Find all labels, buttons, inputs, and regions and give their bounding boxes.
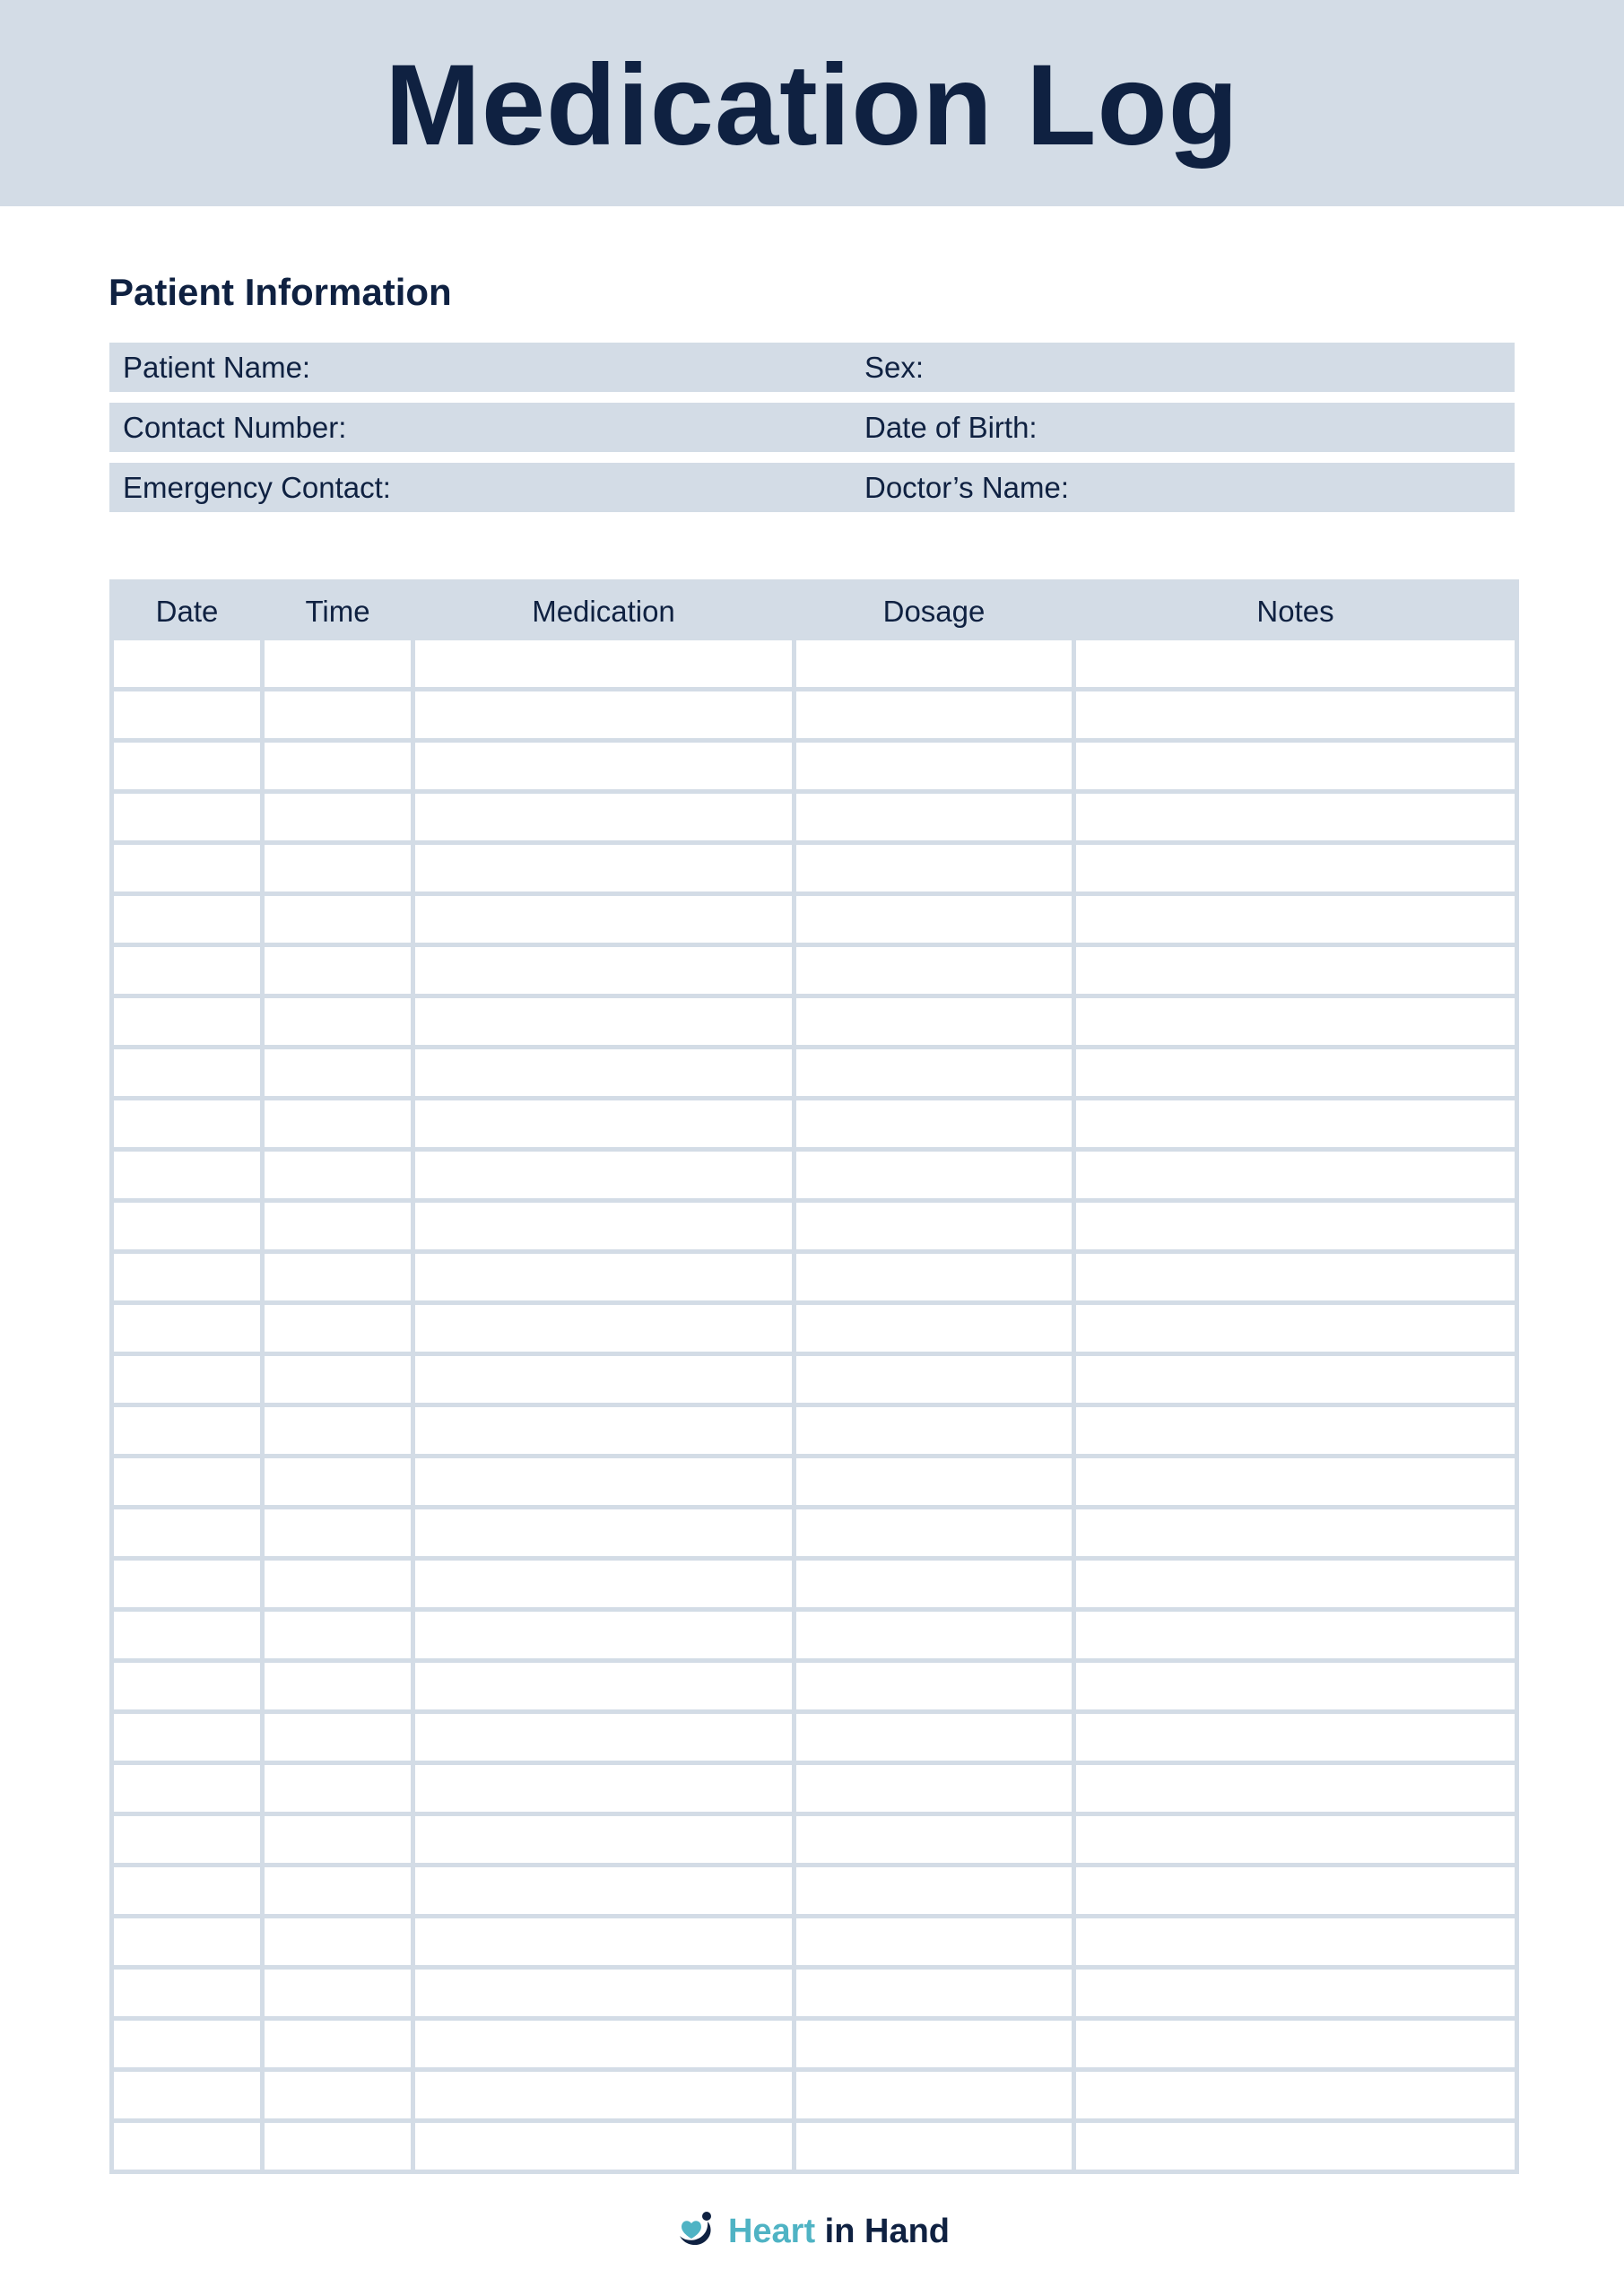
log-cell-dosage[interactable] (795, 1099, 1074, 1150)
table-row (112, 1814, 1517, 1866)
table-row (112, 1405, 1517, 1457)
log-cell-notes[interactable] (1074, 741, 1517, 792)
log-cell-dosage[interactable] (795, 1048, 1074, 1099)
log-cell-date[interactable] (112, 1610, 263, 1661)
log-cell-dosage[interactable] (795, 1252, 1074, 1303)
log-cell-date[interactable] (112, 2019, 263, 2070)
log-cell-notes[interactable] (1074, 639, 1517, 690)
log-cell-time[interactable] (263, 2121, 413, 2172)
log-cell-date[interactable] (112, 1048, 263, 1099)
log-cell-notes[interactable] (1074, 1150, 1517, 1201)
log-cell-medication[interactable] (413, 1814, 795, 1866)
log-cell-medication[interactable] (413, 639, 795, 690)
table-row (112, 843, 1517, 894)
log-cell-date[interactable] (112, 741, 263, 792)
log-cell-dosage[interactable] (795, 1814, 1074, 1866)
log-cell-date[interactable] (112, 1354, 263, 1405)
heart-hand-icon (674, 2209, 716, 2255)
log-cell-time[interactable] (263, 1661, 413, 1712)
log-cell-time[interactable] (263, 1968, 413, 2019)
log-cell-notes[interactable] (1074, 1661, 1517, 1712)
table-row (112, 996, 1517, 1048)
log-cell-dosage[interactable] (795, 1303, 1074, 1354)
log-cell-time[interactable] (263, 1457, 413, 1508)
log-cell-date[interactable] (112, 792, 263, 843)
log-cell-medication[interactable] (413, 894, 795, 945)
log-cell-time[interactable] (263, 741, 413, 792)
log-cell-medication[interactable] (413, 945, 795, 996)
table-row (112, 1252, 1517, 1303)
log-cell-medication[interactable] (413, 741, 795, 792)
log-cell-medication[interactable] (413, 843, 795, 894)
log-cell-dosage[interactable] (795, 690, 1074, 741)
log-cell-dosage[interactable] (795, 1968, 1074, 2019)
log-cell-dosage[interactable] (795, 2019, 1074, 2070)
table-row (112, 1150, 1517, 1201)
log-cell-date[interactable] (112, 1303, 263, 1354)
log-cell-dosage[interactable] (795, 1610, 1074, 1661)
log-cell-dosage[interactable] (795, 1457, 1074, 1508)
log-cell-notes[interactable] (1074, 843, 1517, 894)
log-cell-date[interactable] (112, 1712, 263, 1763)
log-cell-dosage[interactable] (795, 1763, 1074, 1814)
table-row (112, 894, 1517, 945)
table-row (112, 690, 1517, 741)
log-cell-dosage[interactable] (795, 1201, 1074, 1252)
log-cell-medication[interactable] (413, 996, 795, 1048)
table-row (112, 2019, 1517, 2070)
log-cell-time[interactable] (263, 1099, 413, 1150)
column-header-time: Time (263, 582, 413, 639)
log-cell-time[interactable] (263, 639, 413, 690)
log-cell-time[interactable] (263, 1508, 413, 1559)
table-row (112, 2070, 1517, 2121)
log-cell-medication[interactable] (413, 1048, 795, 1099)
patient-name-label: Patient Name: (123, 351, 311, 384)
log-cell-medication[interactable] (413, 1968, 795, 2019)
log-cell-date[interactable] (112, 1252, 263, 1303)
log-cell-medication[interactable] (413, 1354, 795, 1405)
table-row (112, 1303, 1517, 1354)
log-cell-dosage[interactable] (795, 792, 1074, 843)
patient-info-row (109, 403, 1515, 452)
table-body (112, 639, 1517, 2172)
table-row (112, 1712, 1517, 1763)
log-cell-date[interactable] (112, 2121, 263, 2172)
log-cell-dosage[interactable] (795, 1559, 1074, 1610)
log-cell-date[interactable] (112, 1917, 263, 1968)
sex-label: Sex: (864, 351, 925, 384)
log-cell-medication[interactable] (413, 1150, 795, 1201)
log-cell-dosage[interactable] (795, 996, 1074, 1048)
log-cell-medication[interactable] (413, 792, 795, 843)
log-cell-notes[interactable] (1074, 1405, 1517, 1457)
log-cell-dosage[interactable] (795, 639, 1074, 690)
log-cell-dosage[interactable] (795, 1866, 1074, 1917)
emergency-contact-label: Emergency Contact: (123, 471, 391, 504)
log-cell-dosage[interactable] (795, 1661, 1074, 1712)
log-cell-dosage[interactable] (795, 894, 1074, 945)
table-row (112, 1354, 1517, 1405)
log-cell-time[interactable] (263, 1814, 413, 1866)
log-cell-date[interactable] (112, 1457, 263, 1508)
log-cell-notes[interactable] (1074, 1201, 1517, 1252)
table-row (112, 1661, 1517, 1712)
log-cell-dosage[interactable] (795, 741, 1074, 792)
table-row (112, 1610, 1517, 1661)
medication-log-table (109, 579, 1519, 2174)
log-cell-notes[interactable] (1074, 1712, 1517, 1763)
log-cell-date[interactable] (112, 1405, 263, 1457)
patient-info-row (109, 343, 1515, 392)
log-cell-medication[interactable] (413, 1712, 795, 1763)
table-row (112, 945, 1517, 996)
table-row (112, 1048, 1517, 1099)
log-cell-date[interactable] (112, 945, 263, 996)
log-cell-medication[interactable] (413, 2019, 795, 2070)
log-cell-date[interactable] (112, 1559, 263, 1610)
log-cell-medication[interactable] (413, 1559, 795, 1610)
log-cell-medication[interactable] (413, 1252, 795, 1303)
log-cell-dosage[interactable] (795, 1405, 1074, 1457)
table-row (112, 1201, 1517, 1252)
log-cell-time[interactable] (263, 1610, 413, 1661)
log-cell-notes[interactable] (1074, 1866, 1517, 1917)
log-cell-notes[interactable] (1074, 1763, 1517, 1814)
log-cell-date[interactable] (112, 2070, 263, 2121)
log-cell-dosage[interactable] (795, 1150, 1074, 1201)
log-cell-notes[interactable] (1074, 1610, 1517, 1661)
log-cell-medication[interactable] (413, 1763, 795, 1814)
table-row (112, 741, 1517, 792)
table-row (112, 1917, 1517, 1968)
log-cell-dosage[interactable] (795, 1917, 1074, 1968)
log-cell-time[interactable] (263, 1559, 413, 1610)
log-cell-notes[interactable] (1074, 1354, 1517, 1405)
column-header-date: Date (112, 582, 263, 639)
log-cell-medication[interactable] (413, 690, 795, 741)
patient-info-heading: Patient Information (109, 271, 452, 313)
log-cell-notes[interactable] (1074, 894, 1517, 945)
log-cell-time[interactable] (263, 2070, 413, 2121)
table-row (112, 1866, 1517, 1917)
log-cell-time[interactable] (263, 1917, 413, 1968)
log-cell-notes[interactable] (1074, 1457, 1517, 1508)
log-cell-date[interactable] (112, 1763, 263, 1814)
log-cell-notes[interactable] (1074, 690, 1517, 741)
log-cell-medication[interactable] (413, 1099, 795, 1150)
log-cell-medication[interactable] (413, 1508, 795, 1559)
log-cell-time[interactable] (263, 1201, 413, 1252)
table-row (112, 1508, 1517, 1559)
log-cell-notes[interactable] (1074, 996, 1517, 1048)
title-banner (0, 0, 1624, 206)
log-cell-medication[interactable] (413, 2121, 795, 2172)
log-cell-date[interactable] (112, 1814, 263, 1866)
log-cell-time[interactable] (263, 996, 413, 1048)
log-cell-medication[interactable] (413, 1661, 795, 1712)
table-row (112, 1099, 1517, 1150)
page-title: Medication Log (385, 41, 1239, 170)
table-header-row (112, 582, 1517, 639)
column-header-medication: Medication (413, 582, 795, 639)
log-cell-date[interactable] (112, 639, 263, 690)
log-cell-dosage[interactable] (795, 2121, 1074, 2172)
log-cell-medication[interactable] (413, 1201, 795, 1252)
log-cell-medication[interactable] (413, 1610, 795, 1661)
log-cell-time[interactable] (263, 1150, 413, 1201)
log-cell-time[interactable] (263, 1763, 413, 1814)
brand-name (728, 2213, 950, 2251)
table-row (112, 2121, 1517, 2172)
log-cell-time[interactable] (263, 945, 413, 996)
log-cell-medication[interactable] (413, 1457, 795, 1508)
log-cell-time[interactable] (263, 690, 413, 741)
table-row (112, 792, 1517, 843)
log-cell-notes[interactable] (1074, 1559, 1517, 1610)
log-cell-time[interactable] (263, 1866, 413, 1917)
patient-info-row (109, 463, 1515, 512)
log-cell-notes[interactable] (1074, 1917, 1517, 1968)
log-cell-notes[interactable] (1074, 792, 1517, 843)
log-cell-time[interactable] (263, 843, 413, 894)
log-cell-notes[interactable] (1074, 1303, 1517, 1354)
log-cell-dosage[interactable] (795, 843, 1074, 894)
table-row (112, 639, 1517, 690)
log-cell-notes[interactable] (1074, 1099, 1517, 1150)
log-cell-dosage[interactable] (795, 1508, 1074, 1559)
log-cell-dosage[interactable] (795, 1712, 1074, 1763)
log-cell-date[interactable] (112, 1661, 263, 1712)
log-cell-time[interactable] (263, 1252, 413, 1303)
column-header-notes: Notes (1074, 582, 1517, 639)
log-cell-time[interactable] (263, 1048, 413, 1099)
log-cell-notes[interactable] (1074, 2070, 1517, 2121)
log-cell-dosage[interactable] (795, 1354, 1074, 1405)
log-cell-time[interactable] (263, 2019, 413, 2070)
log-cell-date[interactable] (112, 1150, 263, 1201)
log-cell-time[interactable] (263, 792, 413, 843)
log-cell-medication[interactable] (413, 1917, 795, 1968)
log-cell-notes[interactable] (1074, 1252, 1517, 1303)
table-row (112, 1559, 1517, 1610)
log-cell-date[interactable] (112, 996, 263, 1048)
log-cell-medication[interactable] (413, 1303, 795, 1354)
table-row (112, 1457, 1517, 1508)
log-cell-date[interactable] (112, 843, 263, 894)
footer-brand (0, 2205, 1624, 2258)
log-cell-dosage[interactable] (795, 2070, 1074, 2121)
brand-rest-text: in Hand (815, 2212, 951, 2250)
log-cell-date[interactable] (112, 1508, 263, 1559)
table-row (112, 1763, 1517, 1814)
log-cell-notes[interactable] (1074, 2121, 1517, 2172)
table-row (112, 1968, 1517, 2019)
log-cell-notes[interactable] (1074, 1814, 1517, 1866)
brand-accent-text: Heart (727, 2212, 816, 2250)
log-cell-date[interactable] (112, 1968, 263, 2019)
log-cell-date[interactable] (112, 690, 263, 741)
log-cell-date[interactable] (112, 894, 263, 945)
date-of-birth-label: Date of Birth: (864, 411, 1038, 444)
column-header-dosage: Dosage (795, 582, 1074, 639)
log-cell-notes[interactable] (1074, 945, 1517, 996)
log-cell-time[interactable] (263, 1405, 413, 1457)
log-cell-medication[interactable] (413, 2070, 795, 2121)
log-cell-date[interactable] (112, 1099, 263, 1150)
log-cell-time[interactable] (263, 1712, 413, 1763)
log-cell-notes[interactable] (1074, 2019, 1517, 2070)
log-cell-dosage[interactable] (795, 945, 1074, 996)
log-cell-time[interactable] (263, 1354, 413, 1405)
log-cell-date[interactable] (112, 1201, 263, 1252)
log-cell-time[interactable] (263, 1303, 413, 1354)
doctors-name-label: Doctor’s Name: (864, 471, 1070, 504)
contact-number-label: Contact Number: (123, 411, 347, 444)
log-cell-notes[interactable] (1074, 1048, 1517, 1099)
log-cell-time[interactable] (263, 894, 413, 945)
log-cell-medication[interactable] (413, 1866, 795, 1917)
log-cell-notes[interactable] (1074, 1968, 1517, 2019)
log-cell-date[interactable] (112, 1866, 263, 1917)
log-cell-notes[interactable] (1074, 1508, 1517, 1559)
log-cell-medication[interactable] (413, 1405, 795, 1457)
